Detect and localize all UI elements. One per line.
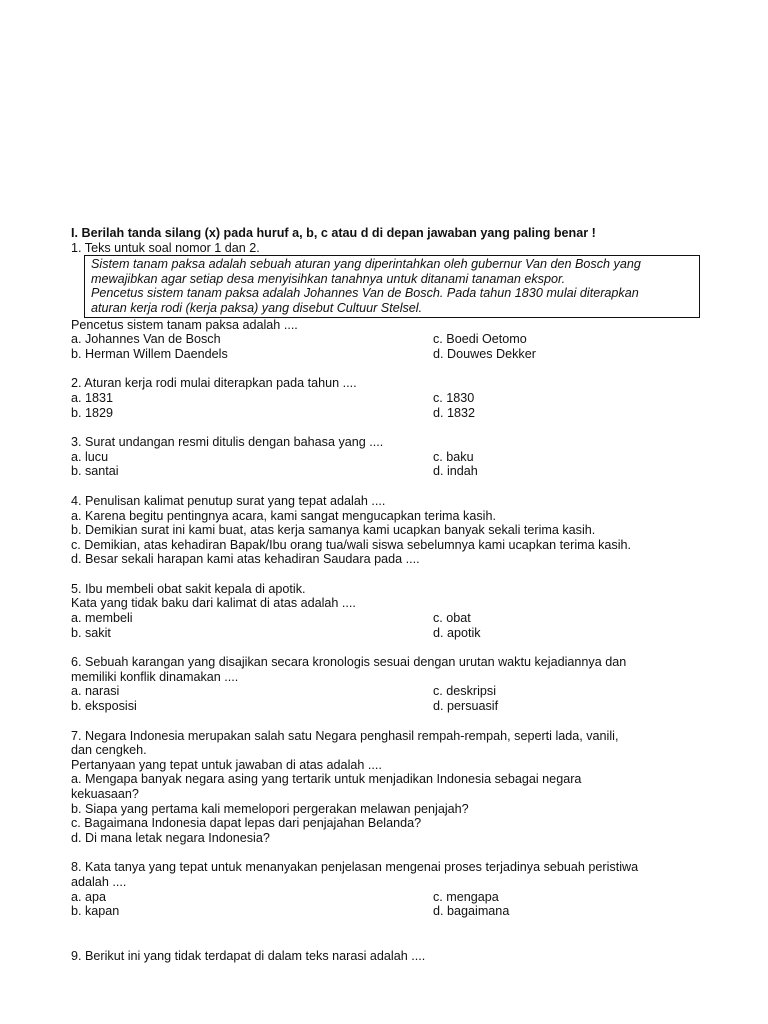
question-3: [71, 435, 711, 479]
option-c[interactable]: c. obat: [433, 611, 471, 626]
option-a[interactable]: a. Karena begitu pentingnya acara, kami sangat mengucapkan terima kasih.: [71, 508, 496, 523]
option-d[interactable]: d. Besar sekali harapan kami atas kehadiran Saudara pada ....: [71, 552, 420, 567]
question-stem: adalah ....: [71, 874, 127, 889]
option-b[interactable]: b. 1829: [71, 405, 114, 420]
option-a[interactable]: a. apa: [71, 889, 107, 904]
option-c[interactable]: c. deskripsi: [433, 684, 496, 699]
question-2: [71, 376, 711, 420]
option-d[interactable]: d. indah: [433, 464, 478, 479]
question-stem: 9. Berikut ini yang tidak terdapat di dalam teks narasi adalah ....: [71, 948, 426, 963]
question-stem: 2. Aturan kerja rodi mulai diterapkan pada tahun ....: [71, 376, 357, 391]
question-6: [71, 655, 711, 713]
option-a[interactable]: a. 1831: [71, 390, 114, 405]
question-stem: 5. Ibu membeli obat sakit kepala di apotik.: [71, 581, 306, 596]
question-5: [71, 582, 711, 640]
option-b[interactable]: b. kapan: [71, 904, 120, 919]
question-stem: 6. Sebuah karangan yang disajikan secara kronologis sesuai dengan urutan waktu kejadiannya dan: [71, 655, 627, 670]
question-stem: Pencetus sistem tanam paksa adalah ....: [71, 317, 298, 332]
option-a[interactable]: a. narasi: [71, 684, 120, 699]
question-stem: 3. Surat undangan resmi ditulis dengan bahasa yang ....: [71, 435, 384, 450]
question-stem: dan cengkeh.: [71, 743, 147, 758]
question-stem: 8. Kata tanya yang tepat untuk menanyakan penjelasan mengenai proses terjadinya sebuah peristiwa: [71, 860, 639, 875]
option-c[interactable]: c. 1830: [433, 390, 475, 405]
option-a[interactable]: a. membeli: [71, 611, 133, 626]
option-c[interactable]: c. baku: [433, 449, 474, 464]
reading-passage-box: [84, 255, 700, 317]
passage-line: mewajibkan agar setiap desa menyisihkan tanahnya untuk ditanami tanaman ekspor.: [91, 271, 566, 286]
passage-line: Sistem tanam paksa adalah sebuah aturan yang diperintahkan oleh gubernur Van den Bosch yang: [91, 257, 641, 272]
question-9: [71, 949, 711, 964]
option-c[interactable]: c. mengapa: [433, 889, 499, 904]
option-a-continued[interactable]: kekuasaan?: [71, 787, 139, 801]
question-stem: Kata yang tidak baku dari kalimat di atas adalah ....: [71, 596, 356, 611]
question-stem: memiliki konflik dinamakan ....: [71, 669, 239, 684]
option-d[interactable]: d. Di mana letak negara Indonesia?: [71, 830, 270, 845]
answer-options: [71, 391, 711, 420]
passage-line: aturan kerja rodi (kerja paksa) yang disebut Cultuur Stelsel.: [91, 300, 423, 315]
option-d[interactable]: d. bagaimana: [433, 904, 510, 919]
option-d[interactable]: d. 1832: [433, 405, 476, 420]
option-d[interactable]: d. persuasif: [433, 699, 499, 714]
answer-options: [71, 611, 711, 640]
option-b[interactable]: b. santai: [71, 464, 119, 479]
answer-options: [71, 450, 711, 479]
answer-options: [71, 684, 711, 713]
option-c[interactable]: c. Demikian, atas kehadiran Bapak/Ibu orang tua/wali siswa sebelumnya kami ucapkan terima kasih.: [71, 537, 632, 552]
option-c[interactable]: c. Boedi Oetomo: [433, 332, 527, 347]
option-b[interactable]: b. Siapa yang pertama kali memelopori pergerakan melawan penjajah?: [71, 801, 469, 816]
instruction-heading: I. Berilah tanda silang (x) pada huruf a, b, c atau d di depan jawaban yang paling benar !: [71, 226, 596, 240]
option-a[interactable]: a. Johannes Van de Bosch: [71, 332, 221, 347]
answer-options: [71, 890, 711, 919]
option-b[interactable]: b. eksposisi: [71, 699, 137, 714]
passage-intro: 1. Teks untuk soal nomor 1 dan 2.: [71, 240, 260, 255]
option-d[interactable]: d. apotik: [433, 625, 481, 640]
question-1: [71, 318, 711, 362]
worksheet-page: [71, 226, 711, 978]
option-b[interactable]: b. Herman Willem Daendels: [71, 346, 228, 361]
passage-line: Pencetus sistem tanam paksa adalah Johannes Van de Bosch. Pada tahun 1830 mulai diterapkan: [91, 286, 639, 301]
option-c[interactable]: c. Bagaimana Indonesia dapat lepas dari penjajahan Belanda?: [71, 816, 422, 831]
question-stem: Pertanyaan yang tepat untuk jawaban di atas adalah ....: [71, 757, 382, 772]
option-b[interactable]: b. sakit: [71, 625, 111, 640]
option-a[interactable]: a. Mengapa banyak negara asing yang tertarik untuk menjadikan Indonesia sebagai negara: [71, 772, 582, 787]
option-a[interactable]: a. lucu: [71, 449, 109, 464]
option-b[interactable]: b. Demikian surat ini kami buat, atas kerja samanya kami ucapkan banyak sekali terima kasih.: [71, 523, 596, 538]
question-stem: 4. Penulisan kalimat penutup surat yang tepat adalah ....: [71, 493, 386, 508]
answer-options: [71, 332, 711, 361]
option-d[interactable]: d. Douwes Dekker: [433, 346, 536, 361]
question-stem: 7. Negara Indonesia merupakan salah satu Negara penghasil rempah-rempah, seperti lada, vanili,: [71, 728, 619, 743]
question-8: [71, 860, 711, 918]
question-7: [71, 729, 711, 846]
question-4: [71, 494, 711, 567]
